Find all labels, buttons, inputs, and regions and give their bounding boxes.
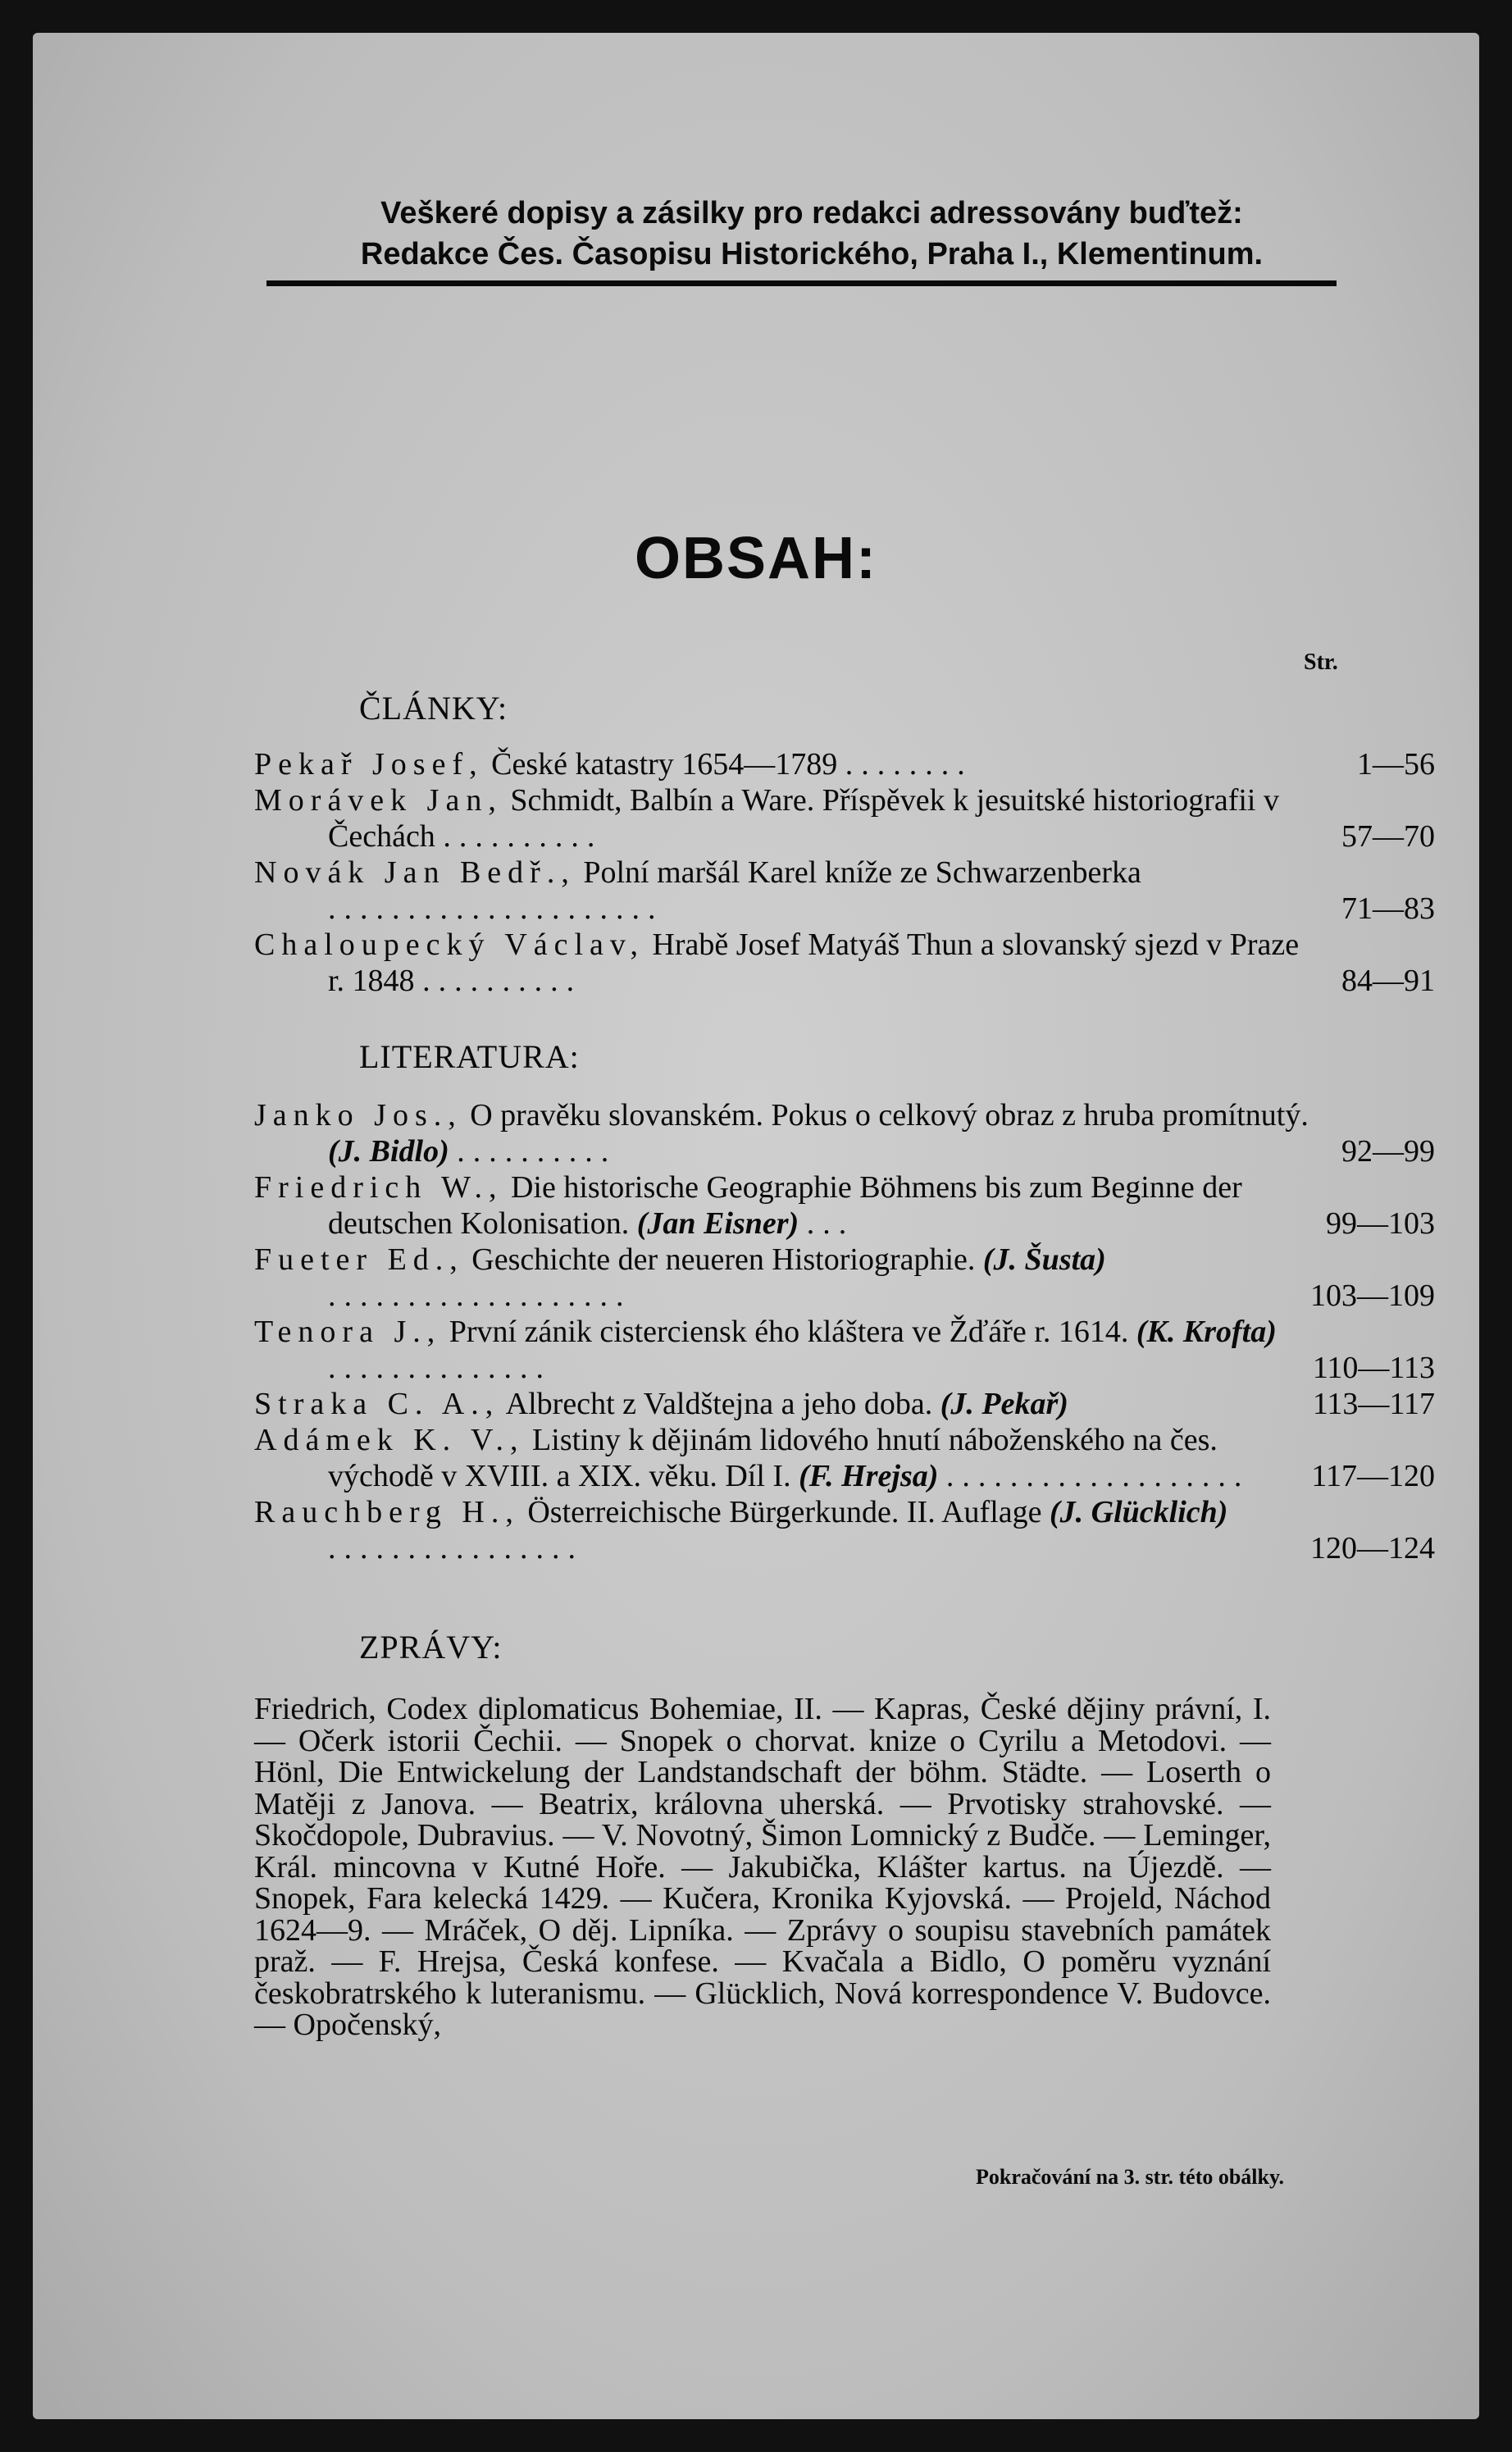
entry-pages: 92—99 — [1341, 1134, 1435, 1169]
zpravy-paragraph: Friedrich, Codex diplomaticus Bohemiae, II. — Kapras, České dějiny právní, I. — Očerk istorii Čechii. — Snopek o chorvat. knize o Cyrilu a Metodovi. — Hönl, Die Entwickelung der Landstandschaft der böhm. Städte. — Loserth o Matěji z Janova. — Beatrix, královna uherská. — Prvotisky strahovské. — Skočdopole, Dubravius. — V. Novotný, Šimon Lomnický z Budče. — Leminger, Král. mincovna v Kutné Hoře. — Jakubička, Klášter kartus. na Újezdě. — Snopek, Fara kelecká 1429. — Kučera, Kronika Kyjovská. — Projeld, Náchod 1624—9. — Mráček, O děj. Lipníka. — Zprávy o soupisu stavebních památek praž. — F. Hrejsa, Česká konfese. — Kvačala a Bidlo, O poměru vyznání českobratrského k luteranismu. — Glücklich, Nová korrespondence V. Budovce. — Opočenský, — [254, 1692, 1271, 2042]
entry-pages: 113—117 — [1312, 1387, 1435, 1421]
entry-title: Listiny k dějinám lidového hnutí náboženského na čes. východě v XVIII. a XIX. věku. Díl I. — [328, 1423, 1218, 1493]
document-page — [33, 33, 1479, 2419]
entry-pages: 99—103 — [1326, 1206, 1435, 1241]
list-item: Fueter Ed., Geschichte der neueren Historiographie. (J. Šusta) ................... 103—109 — [254, 1242, 1435, 1313]
entry-author: Janko Jos., — [254, 1098, 462, 1133]
page-title: OBSAH: — [635, 526, 877, 591]
entry-reviewer: (J. Pekař) — [940, 1387, 1068, 1421]
entry-pages: 57—70 — [1341, 819, 1435, 854]
entry-pages: 84—91 — [1341, 964, 1435, 998]
entry-reviewer: (J. Šusta) — [982, 1242, 1106, 1277]
entry-author: Pekař Josef, — [254, 747, 484, 782]
pages-column-label: Str. — [1304, 649, 1338, 675]
entry-title: Schmidt, Balbín a Ware. Příspěvek k jesuitské historiografii v Čechách — [328, 783, 1279, 854]
list-item: Morávek Jan, Schmidt, Balbín a Ware. Příspěvek k jesuitské historiografii v Čechách .......... 57—70 — [254, 783, 1435, 854]
entry-author: Rauchberg H., — [254, 1495, 520, 1529]
entry-author: Chaloupecký Václav, — [254, 927, 644, 962]
entry-author: Fueter Ed., — [254, 1242, 464, 1277]
entry-title: O pravěku slovanském. Pokus o celkový obraz z hruba promítnutý. — [462, 1098, 1309, 1133]
entry-pages: 71—83 — [1341, 891, 1435, 926]
literatura-heading: LITERATURA: — [359, 1038, 580, 1075]
clanky-heading: ČLÁNKY: — [359, 690, 508, 727]
entry-title: České katastry 1654—1789 — [483, 747, 838, 782]
entry-reviewer: (F. Hrejsa) — [799, 1459, 939, 1493]
entry-pages: 117—120 — [1311, 1459, 1435, 1493]
entry-title: Hrabě Josef Matyáš Thun a slovanský sjezd v Praze r. 1848 — [328, 927, 1300, 998]
continuation-note: Pokračování na 3. str. této obálky. — [976, 2165, 1285, 2189]
entry-pages: 103—109 — [1310, 1278, 1435, 1313]
list-item — [254, 1386, 1435, 1422]
entry-reviewer: (J. Glücklich) — [1050, 1495, 1228, 1529]
entry-title: Österreichische Bürgerkunde. II. Auflage — [519, 1495, 1050, 1529]
entry-reviewer: (Jan Eisner) — [636, 1206, 799, 1241]
list-item: Pekař Josef, České katastry 1654—1789 ........ 1—56 — [254, 747, 1435, 782]
entry-reviewer: (J. Bidlo) — [328, 1134, 449, 1169]
entry-author: Straka C. A., — [254, 1387, 500, 1421]
list-item: Tenora J., První zánik cisterciensk ého kláštera ve Žďáře r. 1614. (K. Krofta) .............. 110—113 — [254, 1315, 1435, 1385]
entry-author: Adámek K. V., — [254, 1423, 525, 1457]
list-item: Janko Jos., O pravěku slovanském. Pokus o celkový obraz z hruba promítnutý. (J. Bidlo) .......... 92—99 — [254, 1098, 1435, 1169]
entry-pages: 1—56 — [1357, 747, 1435, 782]
entry-pages: 110—113 — [1312, 1351, 1435, 1385]
list-item: Chaloupecký Václav, Hrabě Josef Matyáš Thun a slovanský sjezd v Praze r. 1848 .......... 84—91 — [254, 927, 1435, 998]
entry-author: Friedrich W., — [254, 1170, 503, 1205]
entry-author: Morávek Jan, — [254, 783, 503, 818]
header-rule — [266, 280, 1337, 286]
entry-title: První zánik cisterciensk ého kláštera ve Žďáře r. 1614. — [441, 1315, 1136, 1349]
entry-pages: 120—124 — [1310, 1531, 1435, 1566]
list-item: Adámek K. V., Listiny k dějinám lidového hnutí náboženského na čes. východě v XVIII. a XIX. věku. Díl I. (F. Hrejsa) ................... 117—120 — [254, 1423, 1435, 1493]
entry-title: Die historische Geographie Böhmens bis zum Beginne der deutschen Kolonisation. — [328, 1170, 1242, 1241]
literatura-list — [254, 1097, 1435, 1566]
entry-reviewer: (K. Krofta) — [1136, 1315, 1277, 1349]
clanky-list — [254, 746, 1435, 999]
header-line-2: Redakce Čes. Časopisu Historického, Praha I., Klementinum. — [360, 237, 1264, 271]
entry-author: Tenora J., — [254, 1315, 442, 1349]
entry-title: Polní maršál Karel kníže ze Schwarzenberka — [575, 855, 1141, 890]
header-line-1: Veškeré dopisy a zásilky pro redakci adressovány buďtež: — [380, 196, 1243, 230]
entry-title: Albrecht z Valdštejna a jeho doba. — [499, 1387, 940, 1421]
editorial-address-header — [279, 193, 1345, 275]
list-item: Novák Jan Bedř., Polní maršál Karel kníže ze Schwarzenberka ..................... 71—83 — [254, 855, 1435, 926]
list-item: Rauchberg H., Österreichische Bürgerkunde. II. Auflage (J. Glücklich) ................ 120—124 — [254, 1495, 1435, 1566]
zpravy-heading: ZPRÁVY: — [359, 1629, 503, 1666]
list-item: Friedrich W., Die historische Geographie Böhmens bis zum Beginne der deutschen Kolonisation. (Jan Eisner) ... 99—103 — [254, 1170, 1435, 1241]
entry-author: Novák Jan Bedř., — [254, 855, 576, 890]
entry-title: Geschichte der neueren Historiographie. — [463, 1242, 983, 1277]
